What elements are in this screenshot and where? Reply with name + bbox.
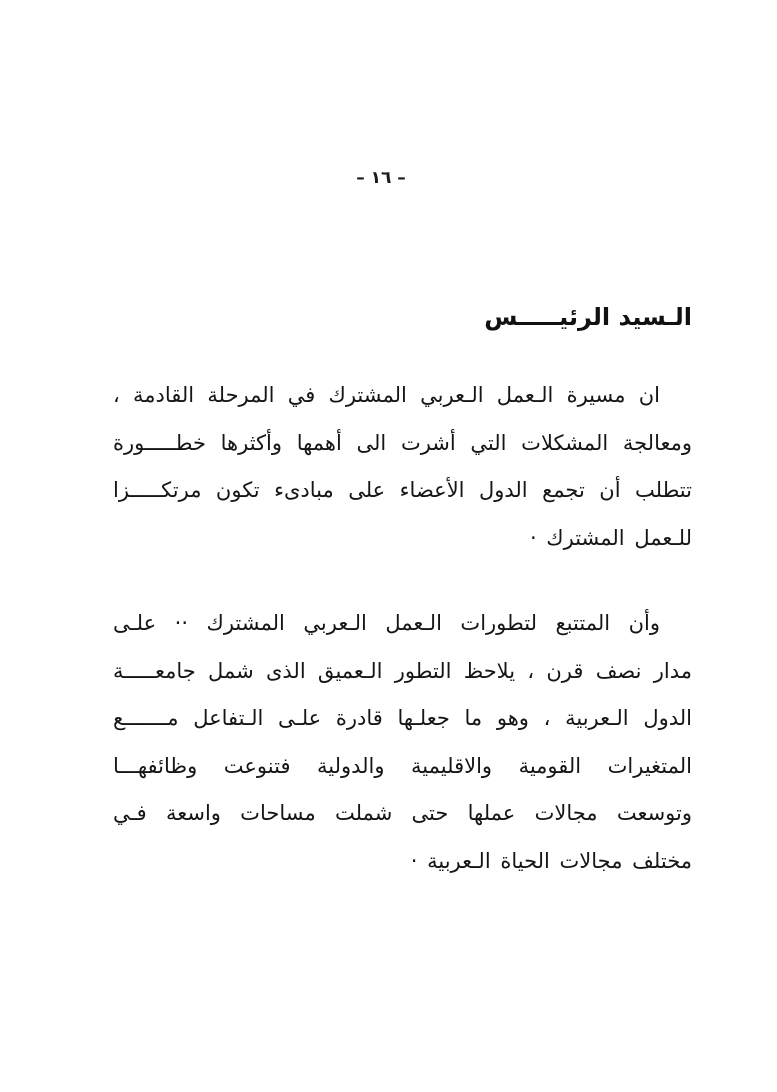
paragraph-line: ان مسيرة الـعمل الـعربي المشترك في المرحلة القادمة ،: [113, 383, 660, 407]
page-number: – ١٦ –: [356, 168, 406, 188]
paragraph-line: وأن المتتبع لتطورات الـعمل الـعربي المشترك ·· علـى: [113, 611, 660, 635]
paragraph-line: الدول الـعربية ، وهو ما جعلـها قادرة علـى الـتفاعل مـــــــع: [113, 706, 692, 730]
paragraph-line: مختلف مجالات الحياة الـعربية ·: [410, 848, 692, 873]
paragraph-line: تتطلب أن تجمع الدول الأعضاء على مبادىء تكون مرتكـــــزا: [113, 478, 692, 502]
paragraph-2: [113, 600, 692, 885]
paragraph-line: للـعمل المشترك ·: [529, 525, 692, 550]
document-heading: الـسيد الرئيـــــس: [484, 303, 692, 331]
paragraph-line: مدار نصف قرن ، يلاحظ التطور الـعميق الذى شمل جامعـــــة: [113, 658, 692, 683]
paragraph-1: [113, 372, 692, 562]
paragraph-line: وتوسعت مجالات عملها حتى شملت مساحات واسعة فـي: [113, 801, 692, 825]
paragraph-line: ومعالجة المشكلات التي أشرت الى أهمها وأكثرها خطـــــورة: [113, 430, 692, 455]
paragraph-line: المتغيرات القومية والاقليمية والدولية فتنوعت وظائفهـــا: [113, 753, 692, 778]
